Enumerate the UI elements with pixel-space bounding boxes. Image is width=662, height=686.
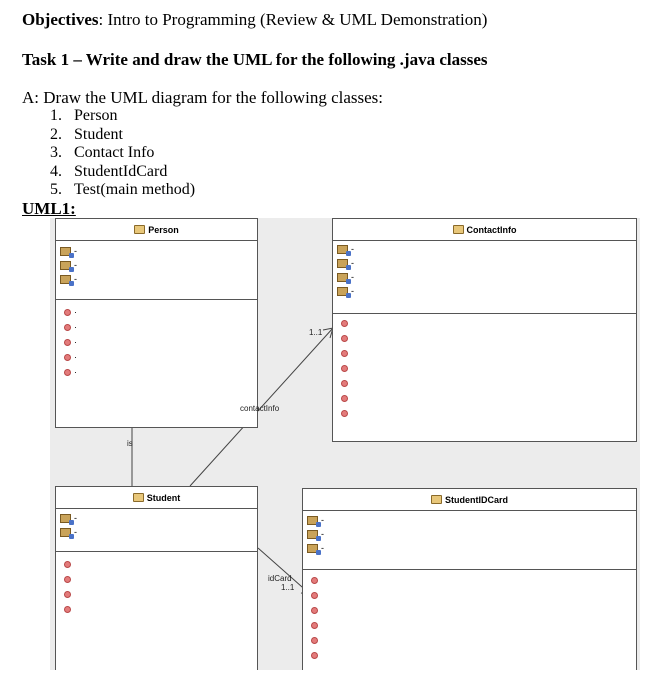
operation	[64, 352, 77, 362]
method-icon	[341, 335, 348, 342]
method-icon	[64, 606, 71, 613]
scroll-gap	[227, 510, 237, 550]
visibility-marker: -	[321, 543, 324, 553]
method-icon	[64, 354, 71, 361]
class-icon	[134, 225, 145, 234]
field-icon	[60, 261, 71, 270]
list-number: 4.	[50, 162, 62, 180]
class-name: StudentIDCard	[445, 494, 508, 505]
method-icon	[311, 637, 318, 644]
visibility-marker: -	[74, 246, 77, 256]
attribute	[60, 260, 77, 270]
class-icon	[453, 225, 464, 234]
attribute	[337, 272, 354, 282]
attribute	[60, 527, 77, 537]
class-icon	[431, 495, 442, 504]
list-number: 1.	[50, 107, 62, 124]
method-icon	[341, 410, 348, 417]
method-icon	[311, 577, 318, 584]
divider	[303, 569, 636, 570]
divider	[56, 551, 257, 552]
operation	[64, 367, 77, 377]
attribute	[337, 258, 354, 268]
visibility-marker: ·	[74, 367, 77, 377]
visibility-marker: -	[351, 286, 354, 296]
visibility-marker: ·	[74, 322, 77, 332]
uml-diagram	[50, 218, 640, 670]
class-person[interactable]	[55, 218, 258, 428]
class-icon	[133, 493, 144, 502]
class-studentidcard[interactable]	[302, 488, 637, 670]
method-icon	[311, 592, 318, 599]
list-item	[50, 163, 195, 182]
field-icon	[60, 247, 71, 256]
contactinfo-multiplicity: 1..1	[309, 328, 323, 337]
list-number: 5.	[50, 181, 62, 198]
field-icon	[60, 275, 71, 284]
objectives-label: Objectives	[22, 10, 99, 29]
idcard-role-label: idCard	[268, 574, 292, 583]
objectives-text: : Intro to Programming (Review & UML Demonstration)	[98, 10, 488, 29]
visibility-marker: -	[74, 513, 77, 523]
method-icon	[64, 369, 71, 376]
field-icon	[337, 259, 348, 268]
class-name-header	[303, 489, 636, 511]
contactinfo-role-label: contactInfo	[240, 404, 280, 413]
visibility-marker: ·	[74, 337, 77, 347]
list-item	[50, 126, 195, 145]
list-number: 2.	[50, 125, 62, 143]
field-icon	[307, 530, 318, 539]
list-text: Contact Info	[74, 144, 155, 161]
divider	[56, 299, 257, 300]
list-text: Person	[74, 107, 118, 124]
class-contactinfo[interactable]	[332, 218, 637, 442]
visibility-marker: -	[74, 527, 77, 537]
visibility-marker: -	[351, 244, 354, 254]
class-name-header	[333, 219, 636, 241]
field-icon	[60, 514, 71, 523]
idcard-multiplicity: 1..1	[281, 583, 295, 592]
method-icon	[311, 652, 318, 659]
class-name: ContactInfo	[466, 224, 517, 235]
method-icon	[341, 320, 348, 327]
visibility-marker: -	[74, 274, 77, 284]
operation	[64, 337, 77, 347]
list-text: StudentIdCard	[74, 162, 168, 180]
list-number: 3.	[50, 144, 62, 161]
visibility-marker: ·	[74, 352, 77, 362]
visibility-marker: -	[74, 260, 77, 270]
objectives-line	[22, 10, 487, 30]
method-icon	[311, 622, 318, 629]
class-name: Student	[146, 492, 181, 503]
field-icon	[337, 287, 348, 296]
attribute	[307, 529, 324, 539]
field-icon	[307, 516, 318, 525]
visibility-marker: -	[321, 529, 324, 539]
inheritance-label: is	[127, 439, 133, 448]
class-name-header	[56, 487, 257, 509]
list-item	[50, 144, 195, 163]
list-text: Test(main method)	[74, 181, 196, 198]
class-list	[50, 107, 195, 200]
operation	[64, 322, 77, 332]
divider	[333, 313, 636, 314]
field-icon	[337, 245, 348, 254]
task-title: Task 1 – Write and draw the UML for the following .java classes	[22, 50, 488, 69]
method-icon	[64, 591, 71, 598]
method-icon	[311, 607, 318, 614]
method-icon	[64, 309, 71, 316]
method-icon	[64, 324, 71, 331]
list-text: Student	[74, 125, 123, 143]
field-icon	[60, 528, 71, 537]
visibility-marker: ·	[74, 307, 77, 317]
attribute	[60, 513, 77, 523]
visibility-marker: -	[321, 515, 324, 525]
uml-title: UML1:	[22, 199, 76, 218]
attribute	[60, 274, 77, 284]
method-icon	[64, 576, 71, 583]
field-icon	[337, 273, 348, 282]
attribute	[337, 244, 354, 254]
field-icon	[307, 544, 318, 553]
intro-text: A: Draw the UML diagram for the following classes:	[22, 88, 384, 107]
attribute	[60, 246, 77, 256]
method-icon	[64, 561, 71, 568]
method-icon	[64, 339, 71, 346]
method-icon	[341, 395, 348, 402]
operation	[64, 307, 77, 317]
visibility-marker: -	[351, 258, 354, 268]
method-icon	[341, 380, 348, 387]
visibility-marker: -	[351, 272, 354, 282]
list-item	[50, 181, 195, 200]
attribute	[307, 543, 324, 553]
method-icon	[341, 350, 348, 357]
class-name-header	[56, 219, 257, 241]
list-item	[50, 107, 195, 126]
method-icon	[341, 365, 348, 372]
class-name: Person	[148, 224, 179, 235]
attribute	[307, 515, 324, 525]
attribute	[337, 286, 354, 296]
